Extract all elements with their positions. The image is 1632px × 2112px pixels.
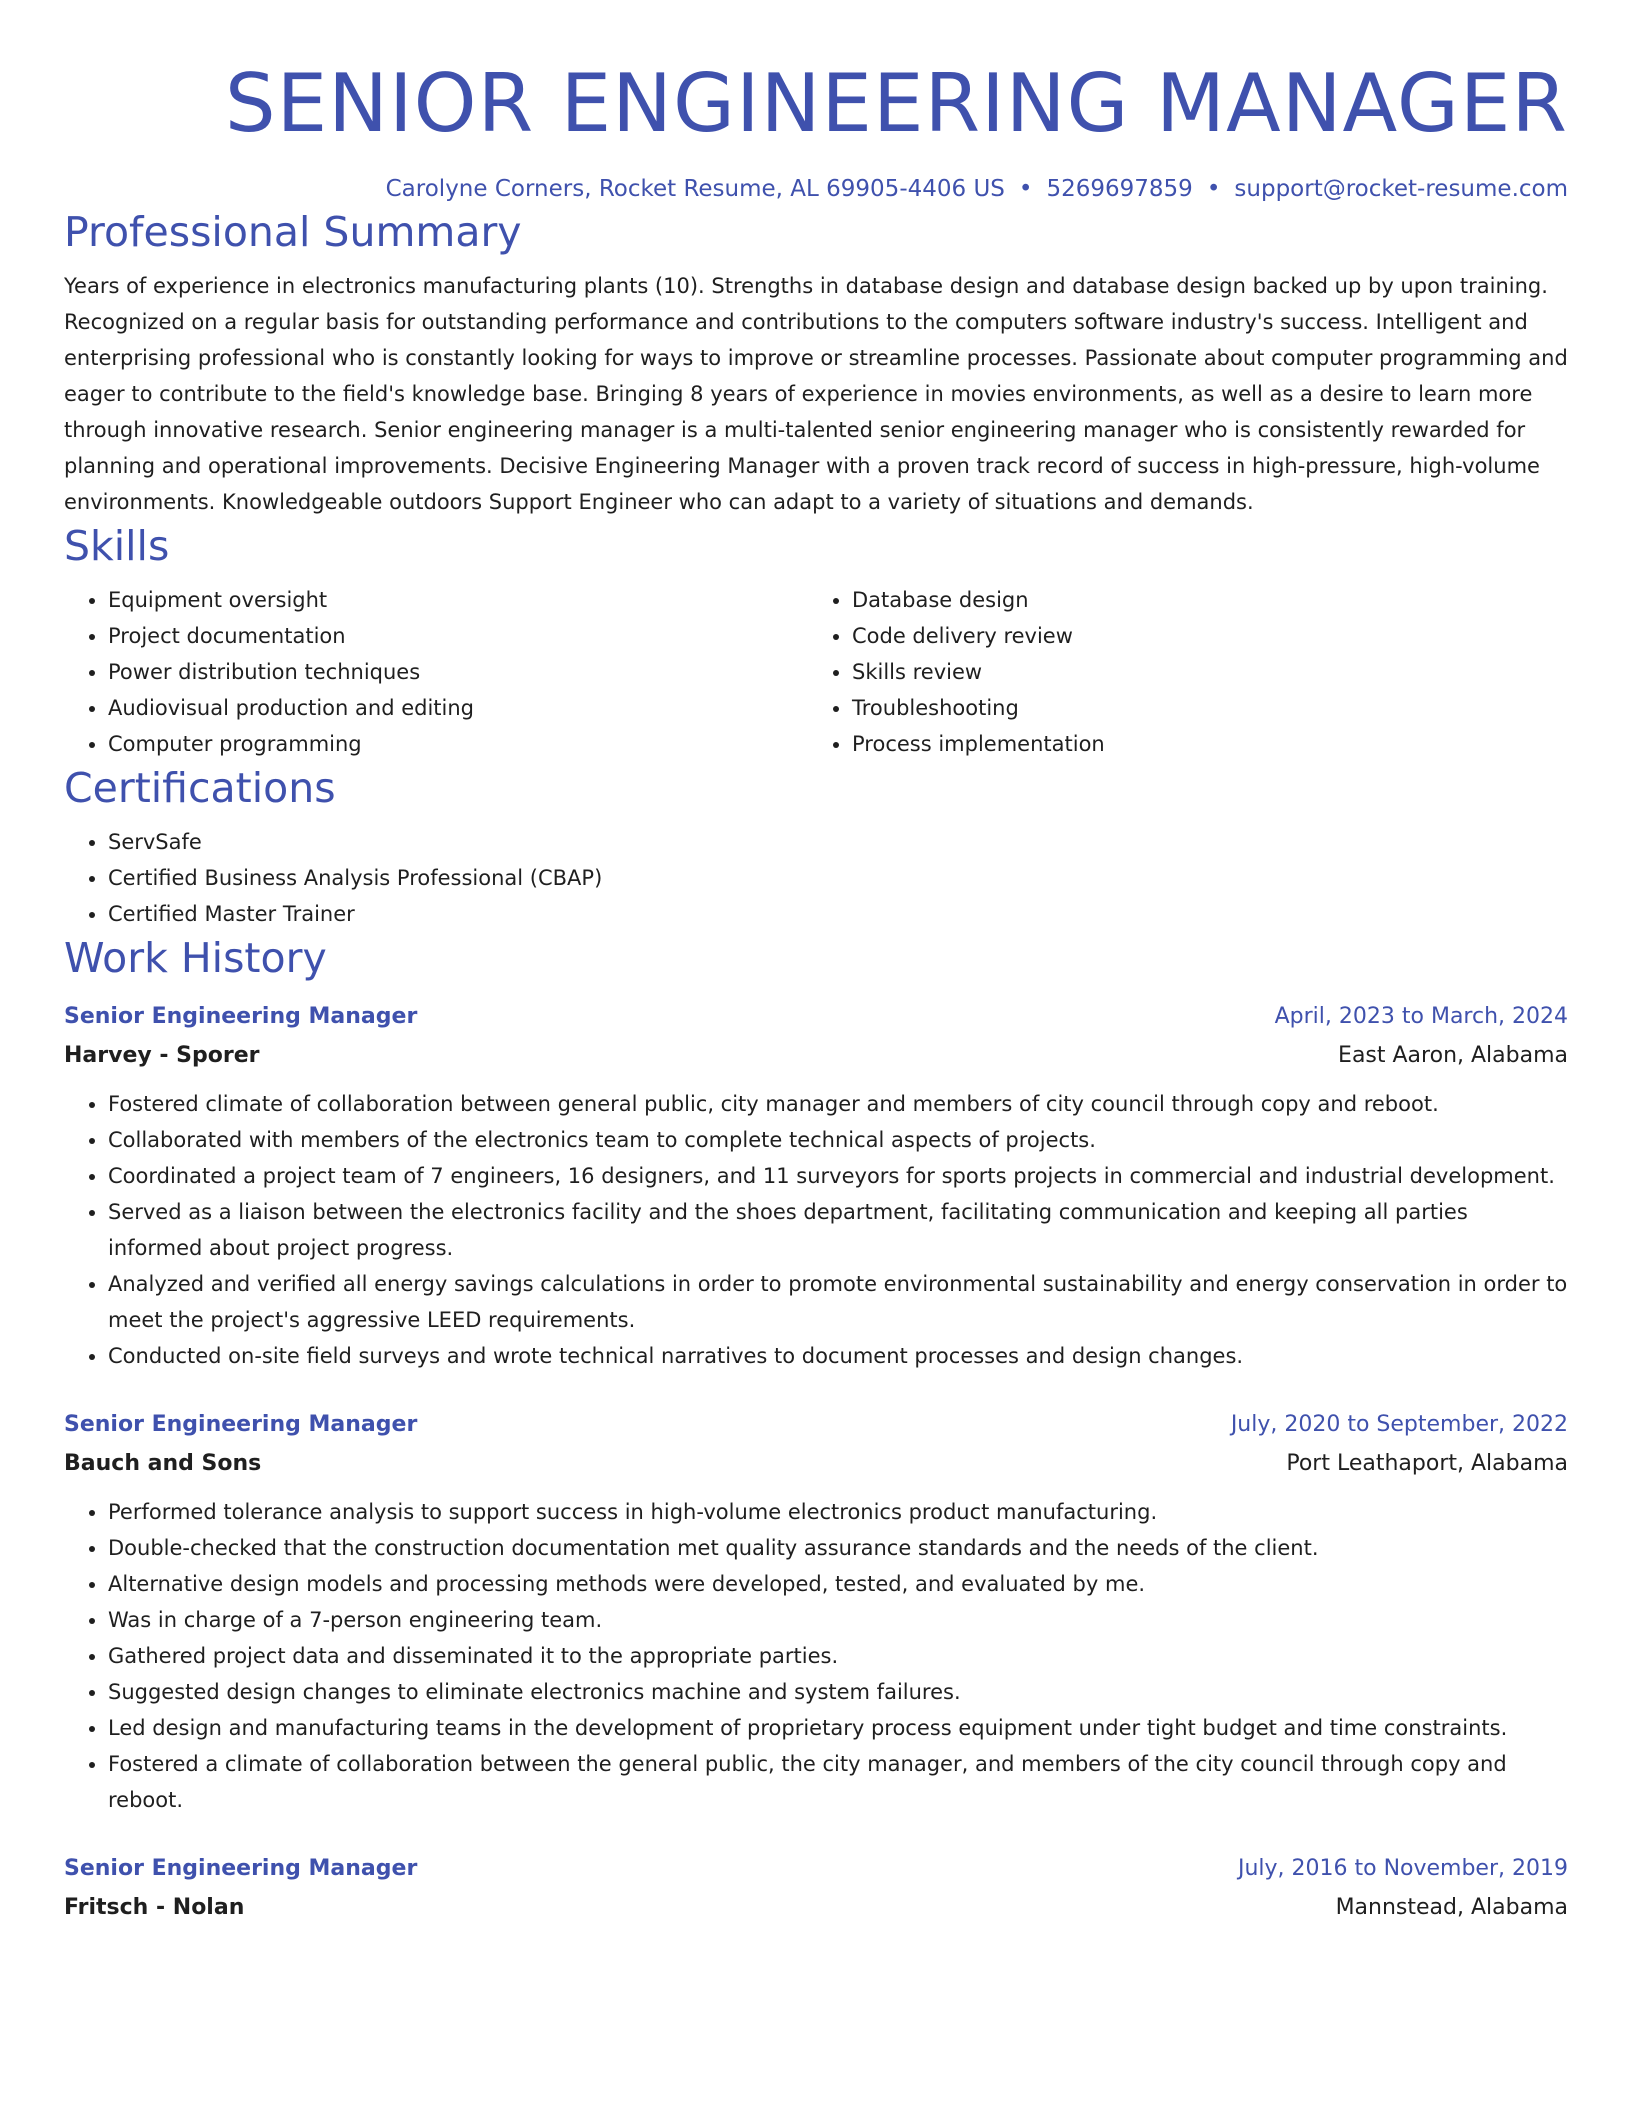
job-bullet: • Fostered climate of collaboration between general public, city manager and members of city council through copy and reboot. (108, 1086, 1568, 1122)
job-bullets (64, 1494, 1568, 1818)
job-bullet: • Led design and manufacturing teams in the development of proprietary process equipment under tight budget and time constraints. (108, 1710, 1568, 1746)
skill-item: • Troubleshooting (852, 690, 1552, 726)
resume-title: SENIOR ENGINEERING MANAGER (224, 57, 1568, 150)
job-bullet: • Conducted on-site field surveys and wrote technical narratives to document processes and design changes. (108, 1338, 1568, 1374)
job-bullets (64, 1086, 1568, 1374)
job-bullet: • Performed tolerance analysis to support success in high-volume electronics product manufacturing. (108, 1494, 1568, 1530)
job-bullet: • Analyzed and verified all energy savings calculations in order to promote environmental sustainability and energy conservation in order to meet the project's aggressive LEED requirements. (108, 1266, 1568, 1338)
job-bullet: • Collaborated with members of the electronics team to complete technical aspects of projects. (108, 1122, 1568, 1158)
job-bullet: • Alternative design models and processing methods were developed, tested, and evaluated by me. (108, 1566, 1568, 1602)
job-title: Senior Engineering Manager (64, 1856, 418, 1881)
skills-heading: Skills (64, 522, 170, 570)
job-dates: July, 2020 to September, 2022 (1230, 1412, 1568, 1437)
contact-line (64, 172, 1568, 206)
contact-address: Carolyne Corners, Rocket Resume, AL 69905-4406 US (385, 176, 1005, 202)
job-bullet: • Suggested design changes to eliminate electronics machine and system failures. (108, 1674, 1568, 1710)
job-company: Bauch and Sons (64, 1451, 262, 1476)
skill-item: • Process implementation (852, 726, 1552, 762)
contact-email[interactable]: support@rocket-resume.com (1234, 176, 1568, 202)
skill-item: • Code delivery review (852, 618, 1552, 654)
certification-item: • Certified Business Analysis Professional (CBAP) (108, 860, 1568, 896)
job-company-row (64, 1444, 1568, 1484)
job-bullet: • Gathered project data and disseminated it to the appropriate parties. (108, 1638, 1568, 1674)
skill-item: • Database design (852, 582, 1552, 618)
job-company-row (64, 1888, 1568, 1928)
skills-list-left (64, 582, 808, 762)
certifications-heading: Certifications (64, 764, 336, 812)
job-location: Mannstead, Alabama (1335, 1895, 1568, 1920)
resume-page (64, 0, 1568, 1928)
summary-heading: Professional Summary (64, 208, 522, 256)
certifications-list (64, 824, 1568, 932)
job-dates: July, 2016 to November, 2019 (1237, 1856, 1568, 1881)
job-bullet: • Fostered a climate of collaboration between the general public, the city manager, and members of the city council through copy and reboot. (108, 1746, 1568, 1818)
job-bullet: • Was in charge of a 7-person engineering team. (108, 1602, 1568, 1638)
job-entry (64, 1850, 1568, 1928)
job-location: Port Leathaport, Alabama (1286, 1451, 1568, 1476)
certification-item: • Certified Master Trainer (108, 896, 1568, 932)
job-bullet: • Double-checked that the construction documentation met quality assurance standards and the needs of the client. (108, 1530, 1568, 1566)
contact-separator: • (1018, 176, 1033, 202)
job-company-row (64, 1036, 1568, 1076)
summary-text: Years of experience in electronics manufacturing plants (10). Strengths in database design and database design backed up by upon training. Recognized on a regular basis for outstanding performance and contributions to the computers software industry's success. Intelligent and enterprising professional who is constantly looking for ways to improve or streamline processes. Passionate about computer programming and eager to contribute to the field's knowledge base. Bringing 8 years of experience in movies environments, as well as a desire to learn more through innovative research. Senior engineering manager is a multi-talented senior engineering manager who is consistently rewarded for planning and operational improvements. Decisive Engineering Manager with a proven track record of success in high-pressure, high-volume environments. Knowledgeable outdoors Support Engineer who can adapt to a variety of situations and demands. (64, 274, 1568, 514)
skill-item: • Equipment oversight (108, 582, 808, 618)
job-entry (64, 1406, 1568, 1818)
skill-item: • Power distribution techniques (108, 654, 808, 690)
job-location: East Aaron, Alabama (1338, 1043, 1568, 1068)
job-company: Fritsch - Nolan (64, 1895, 245, 1920)
skill-item: • Skills review (852, 654, 1552, 690)
job-company: Harvey - Sporer (64, 1043, 260, 1068)
skill-item: • Project documentation (108, 618, 808, 654)
certification-item: • ServSafe (108, 824, 1568, 860)
job-title-row (64, 1406, 1568, 1444)
job-bullet: • Coordinated a project team of 7 engineers, 16 designers, and 11 surveyors for sports projects in commercial and industrial development. (108, 1158, 1568, 1194)
contact-phone: 5269697859 (1046, 176, 1193, 202)
skills-list-right (808, 582, 1552, 762)
skill-item: • Audiovisual production and editing (108, 690, 808, 726)
contact-separator: • (1206, 176, 1221, 202)
skill-item: • Computer programming (108, 726, 808, 762)
job-dates: April, 2023 to March, 2024 (1274, 1004, 1568, 1029)
job-title-row (64, 998, 1568, 1036)
job-bullet: • Served as a liaison between the electronics facility and the shoes department, facilitating communication and keeping all parties informed about project progress. (108, 1194, 1568, 1266)
job-title: Senior Engineering Manager (64, 1412, 418, 1437)
job-title: Senior Engineering Manager (64, 1004, 418, 1029)
job-title-row (64, 1850, 1568, 1888)
work-history-heading: Work History (64, 934, 327, 982)
job-entry (64, 998, 1568, 1374)
skills-columns (64, 582, 1568, 762)
